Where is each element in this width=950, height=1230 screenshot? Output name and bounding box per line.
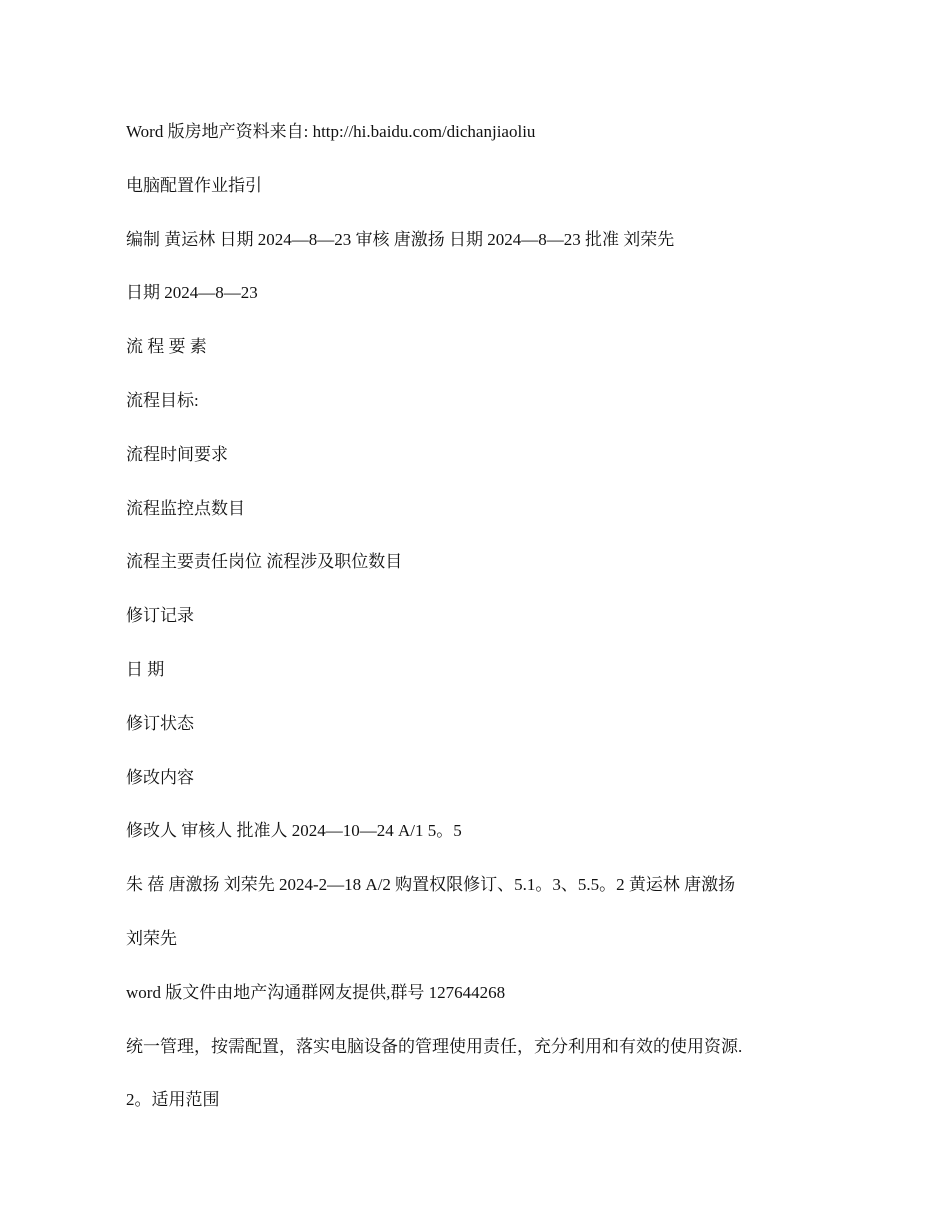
section-heading: 2。适用范围 (126, 1090, 220, 1110)
source-line: Word 版房地产资料来自: http://hi.baidu.com/dichanjiaoliu (126, 122, 536, 141)
text-line: 流程监控点数目 (126, 498, 245, 518)
revision-row: 朱 蓓 唐激扬 刘荣先 2024-2—18 A/2 购置权限修订、5.1。3、5.5。2 黄运林 唐激扬 (126, 875, 736, 895)
purpose-paragraph: 统一管理，按需配置，落实电脑设备的管理使用责任，充分利用和有效的使用资源. (126, 1036, 743, 1056)
text-line: 日 期 (126, 659, 165, 679)
contributor-note: word 版文件由地产沟通群网友提供,群号 127644268 (126, 982, 506, 1002)
text-line: 修改内容 (126, 767, 194, 787)
text-line: 流程主要责任岗位 流程涉及职位数目 (126, 552, 403, 572)
text-line: 流程时间要求 (126, 444, 228, 464)
approval-date-line: 日期 2024—8—23 (126, 283, 258, 303)
text-line: 修订状态 (126, 713, 194, 733)
revision-row: 修改人 审核人 批准人 2024—10—24 A/1 5。5 (126, 821, 462, 841)
text-line: 刘荣先 (126, 928, 177, 948)
section-heading: 流 程 要 素 (126, 337, 207, 357)
document-title: 电脑配置作业指引 (126, 175, 262, 195)
document-body (126, 118, 886, 1140)
approval-line: 编制 黄运林 日期 2024—8—23 审核 唐激扬 日期 2024—8—23 批准 刘荣先 (126, 229, 675, 249)
text-line: 流程目标: (126, 390, 199, 410)
section-heading: 修订记录 (126, 606, 194, 626)
